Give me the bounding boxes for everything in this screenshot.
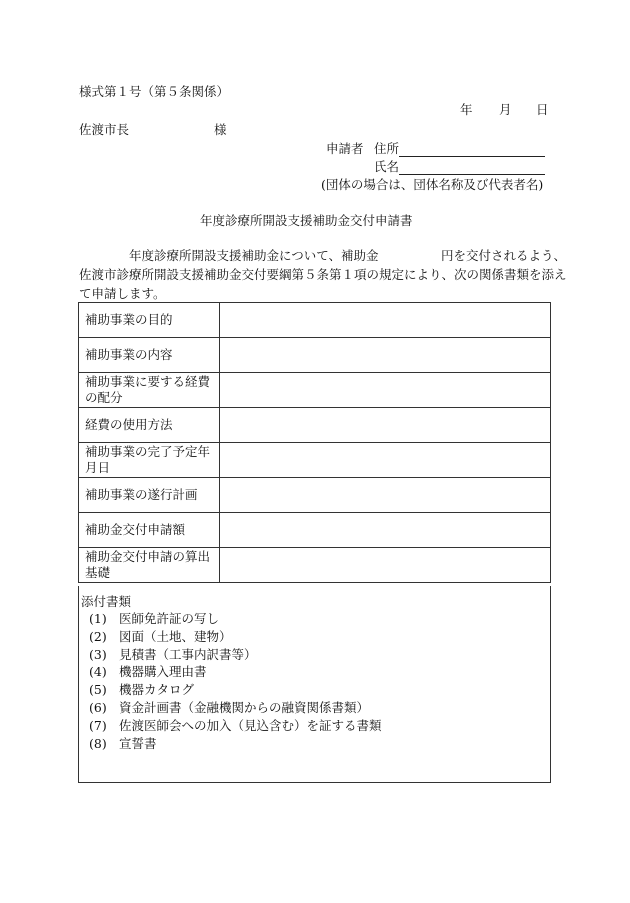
attachments-list bbox=[89, 610, 382, 752]
row-label: 経費の使用方法 bbox=[79, 408, 220, 443]
row-label: 補助事業の完了予定年月日 bbox=[79, 443, 220, 478]
application-table bbox=[78, 302, 551, 583]
list-item bbox=[89, 610, 382, 628]
body-line: て申請します。 bbox=[79, 286, 166, 301]
list-item bbox=[89, 717, 382, 735]
item-number: (3) bbox=[89, 646, 107, 662]
table-row bbox=[79, 408, 551, 443]
item-text: 医師免許証の写し bbox=[119, 611, 220, 626]
row-label: 補助金交付申請の算出基礎 bbox=[79, 548, 220, 583]
row-value[interactable] bbox=[220, 303, 551, 338]
row-value[interactable] bbox=[220, 408, 551, 443]
item-number: (8) bbox=[89, 735, 107, 751]
list-item bbox=[89, 681, 382, 699]
attachments-title: 添付書類 bbox=[81, 594, 132, 609]
table-row bbox=[79, 338, 551, 373]
row-value[interactable] bbox=[220, 338, 551, 373]
date-day-label: 日 bbox=[536, 102, 549, 117]
name-field[interactable] bbox=[399, 161, 545, 175]
row-value[interactable] bbox=[220, 478, 551, 513]
address-field[interactable] bbox=[399, 143, 545, 157]
applicant-address-row bbox=[374, 139, 545, 157]
item-number: (2) bbox=[89, 628, 107, 644]
row-label: 補助事業に要する経費の配分 bbox=[79, 373, 220, 408]
row-value[interactable] bbox=[220, 513, 551, 548]
date-month-label: 月 bbox=[499, 102, 512, 117]
table-row bbox=[79, 478, 551, 513]
list-item bbox=[89, 628, 382, 646]
item-text: 機器カタログ bbox=[119, 682, 195, 698]
item-text: 図面（土地、建物） bbox=[119, 628, 232, 644]
list-item bbox=[89, 699, 382, 717]
name-label: 氏名 bbox=[374, 159, 400, 174]
item-number: (7) bbox=[89, 717, 107, 733]
item-text: 資金計画書（金融機関からの融資関係書類） bbox=[119, 699, 370, 715]
body-paragraph bbox=[79, 246, 567, 303]
item-text: 宣誓書 bbox=[119, 735, 157, 751]
row-value[interactable] bbox=[220, 443, 551, 478]
body-line: 年度診療所開設支援補助金について、補助金 円を交付されるよう、 bbox=[129, 248, 567, 263]
form-number: 様式第１号（第５条関係） bbox=[79, 84, 230, 99]
applicant-label: 申請者 bbox=[326, 141, 364, 156]
table-row bbox=[79, 303, 551, 338]
item-number: (4) bbox=[89, 664, 107, 680]
row-label: 補助事業の目的 bbox=[79, 303, 220, 338]
addressee-honorific: 様 bbox=[214, 122, 227, 137]
address-label: 住所 bbox=[374, 141, 400, 156]
item-text: 見積書（工事内訳書等） bbox=[119, 646, 257, 662]
row-value[interactable] bbox=[220, 373, 551, 408]
attachments-box bbox=[78, 586, 551, 783]
table-row bbox=[79, 373, 551, 408]
table-row bbox=[79, 513, 551, 548]
list-item bbox=[89, 735, 382, 753]
row-label: 補助事業の内容 bbox=[79, 338, 220, 373]
row-label: 補助金交付申請額 bbox=[79, 513, 220, 548]
applicant-note: (団体の場合は、団体名称及び代表者名) bbox=[321, 177, 544, 192]
item-number: (6) bbox=[89, 699, 107, 715]
table-row bbox=[79, 548, 551, 583]
item-number: (1) bbox=[89, 611, 107, 626]
row-label: 補助事業の遂行計画 bbox=[79, 478, 220, 513]
document-title: 年度診療所開設支援補助金交付申請書 bbox=[200, 213, 413, 228]
list-item bbox=[89, 646, 382, 664]
item-text: 機器購入理由書 bbox=[119, 664, 207, 680]
addressee-name: 佐渡市長 bbox=[79, 122, 130, 137]
table-row bbox=[79, 443, 551, 478]
date-year-label: 年 bbox=[460, 102, 473, 117]
row-value[interactable] bbox=[220, 548, 551, 583]
item-text: 佐渡医師会への加入（見込含む）を証する書類 bbox=[119, 717, 382, 733]
body-line: 佐渡市診療所開設支援補助金交付要綱第５条第１項の規定により、次の関係書類を添え bbox=[79, 267, 567, 282]
list-item bbox=[89, 663, 382, 681]
applicant-name-row bbox=[374, 157, 545, 175]
item-number: (5) bbox=[89, 682, 107, 698]
